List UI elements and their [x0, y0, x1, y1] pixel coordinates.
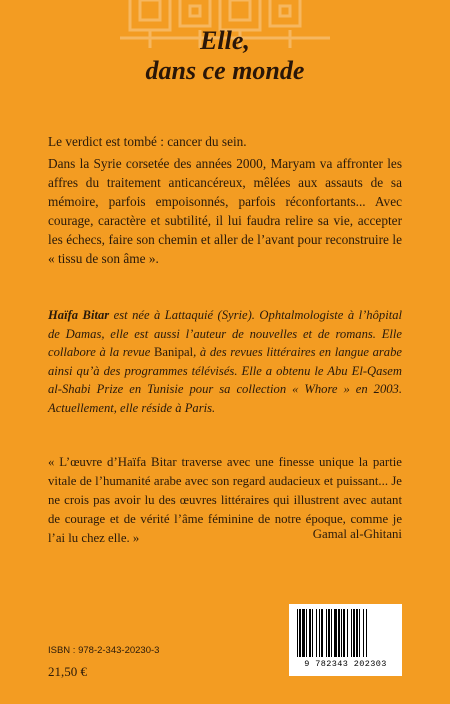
barcode-bar [326, 609, 327, 657]
barcode-bar [309, 609, 311, 657]
quote-text: « L’œuvre d’Haïfa Bitar traverse avec une finesse unique la partie vitale de l’humanité arabe avec son regard audacieux et puissant... Je ne crois pas avoir lu des œuvres littéraires qui illustrent avec autant de courage et de vérité l’âme féminine de notre époque, comme je l’ai lu chez elle. » [48, 455, 402, 545]
barcode-bar [343, 609, 345, 657]
review-name: Banipal [153, 345, 194, 359]
bio-text-1: est née à Lattaquié (Syrie). Ophtalmologiste à l’hôpital de Damas, elle est aussi l’auteur de nouvelles et de romans. Elle collabore à la revue [48, 308, 402, 359]
barcode-bar [297, 609, 298, 657]
barcode-bar [353, 609, 355, 657]
barcode-bar [347, 609, 348, 657]
quote-author: Gamal al-Ghitani [312, 527, 402, 541]
author-name: Haïfa Bitar [48, 308, 110, 322]
barcode-bar [351, 609, 352, 657]
barcode-bar [302, 609, 305, 657]
book-title [0, 26, 450, 86]
barcode-number: 9 782343 202303 [304, 659, 387, 669]
barcode-bar [306, 609, 307, 657]
isbn: ISBN : 978-2-343-20230-3 [48, 645, 160, 656]
verdict-paragraph: Le verdict est tombé : cancer du sein. [48, 134, 247, 149]
barcode-bar [363, 609, 364, 657]
barcode-bar [321, 609, 323, 657]
barcode-bar [319, 609, 320, 657]
barcode-bar [341, 609, 342, 657]
barcode-bar [312, 609, 313, 657]
barcode-bar [356, 609, 358, 657]
barcode-bar [316, 609, 317, 657]
title-line-1: Elle, [200, 26, 250, 55]
barcode-bar [328, 609, 330, 657]
barcode-bar [331, 609, 332, 657]
barcode-bar [359, 609, 360, 657]
barcode-bar [366, 609, 367, 657]
barcode-bar [334, 609, 337, 657]
author-bio [48, 306, 402, 417]
barcode [289, 604, 402, 676]
barcode-bar [299, 609, 301, 657]
bio-text-2: , à des revues littéraires en langue arabe ainsi qu’à des programmes télévisés. Elle a obtenu le Abu El-Qasem al-Shabi Prize en Tunisie pour sa collection « Whore » en 2003. Actuellement, elle réside à Paris. [48, 345, 402, 415]
barcode-bar [338, 609, 340, 657]
summary-paragraph: Dans la Syrie corsetée des années 2000, Maryam va affronter les affres du traitement anticancéreux, mêlées aux assauts de sa mémoire, parfois empoisonnés, parfois réconfortants... Avec courage, caractère et subtilité, il lui faudra relire sa vie, accepter les échecs, faire son chemin et aller de l’avant pour reconstruire le « tissu de son âme ». [48, 156, 402, 266]
barcode-icon [297, 609, 394, 659]
price: 21,50 € [48, 664, 87, 679]
title-line-2: dans ce monde [145, 56, 305, 85]
